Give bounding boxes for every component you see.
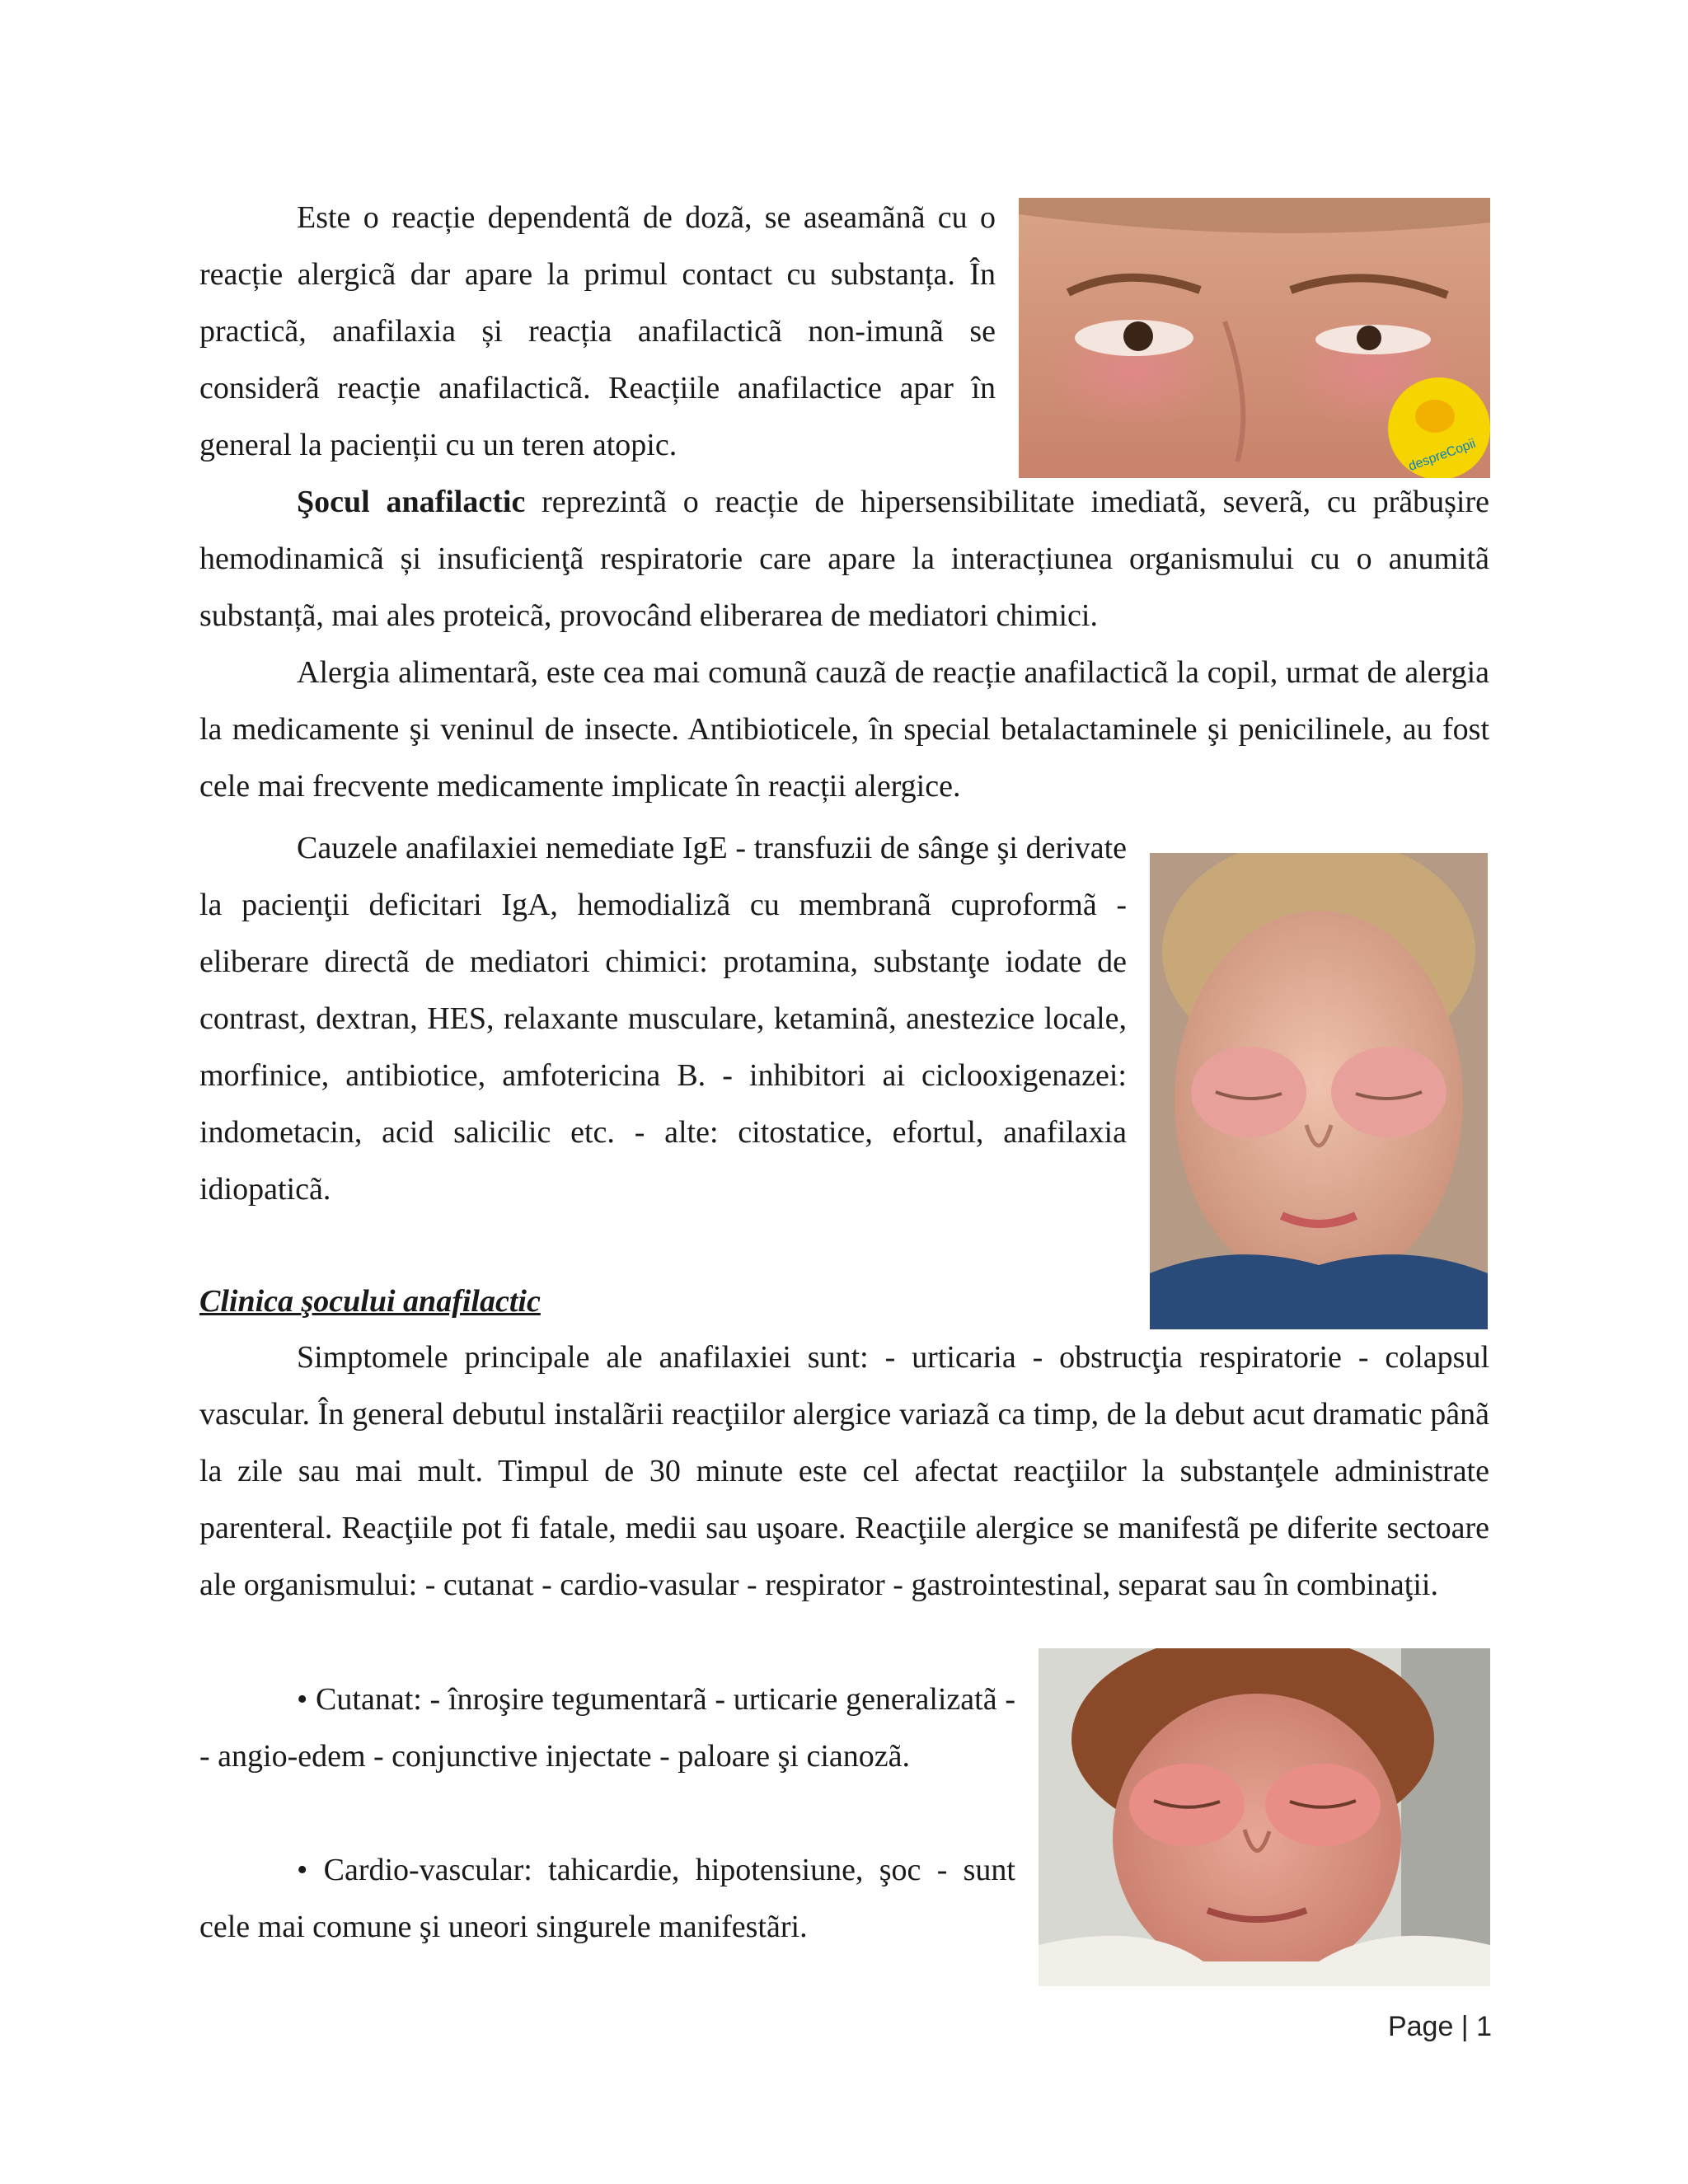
paragraph-shock-definition	[199, 474, 1489, 644]
clinical-heading-block	[199, 1273, 1489, 1330]
food-allergy-block	[199, 644, 1489, 815]
symptoms-block	[199, 1329, 1489, 1614]
paragraph-cardiovascular: • Cardio-vascular: tahicardie, hipotensiune, şoc - sunt cele mai comune şi uneori singurele manifestãri.	[199, 1853, 1015, 1944]
photo-girl-facial-swelling	[1039, 1648, 1490, 1986]
paragraph-non-ige-causes: Cauzele anafilaxiei nemediate IgE - transfuzii de sânge şi derivate la pacienţii deficitari IgA, hemodializã cu membranã cuproformã - eliberare directã de mediatori chimici: protamina, substanţe iodate de contrast, dextran, HES, relaxante musculare, ketaminã, anestezice locale, morfinice, antibiotice, amfotericina B. - inhibitori ai ciclooxigenazei: indometacin, acid salicilic etc. - alte: citostatice, efortul, anafilaxia idiopaticã.	[199, 831, 1127, 1207]
cutaneous-block	[199, 1671, 1015, 1785]
shock-definition-text: reprezintã o reacție de hipersensibilitate imediatã, severã, cu prãbușire hemodinamicã și insuficienţã respiratorie care apare la interacțiunea organismului cu o anumitã substanțã, mai ales proteicã, provocând eliberarea de mediatori chimici.	[199, 485, 1489, 633]
non-ige-causes-block	[199, 820, 1127, 1218]
shock-definition-block	[199, 474, 1489, 644]
term-anaphylactic-shock: Şocul anafilactic	[297, 485, 526, 519]
paragraph-food-allergy: Alergia alimentarã, este cea mai comunã cauzã de reacție anafilacticã la copil, urmat de alergia la medicamente şi veninul de insecte. Antibioticele, în special betalactaminele şi penicilinele, au fost cele mai frecvente medicamente implicate în reacții alergice.	[199, 655, 1489, 804]
photo-swollen-eyes	[1019, 198, 1490, 478]
paragraph-symptoms: Simptomele principale ale anafilaxiei sunt: - urticaria - obstrucţia respiratorie - colapsul vascular. În general debutul instalãrii reacţiilor alergice variazã ca timp, de la debut acut dramatic pânã la zile sau mai mult. Timpul de 30 minute este cel afectat reacţiilor la substanţele administrate parenteral. Reacţiile pot fi fatale, medii sau uşoare. Reacţiile alergice se manifestã pe diferite sectoare ale organismului: - cutanat - cardio-vasular - respirator - gastrointestinal, separat sau în combinaţii.	[199, 1340, 1489, 1602]
section-heading: Clinica şocului anafilactic	[199, 1284, 541, 1319]
paragraph-cutaneous: • Cutanat: - înroşire tegumentarã - urticarie generalizatã - - angio-edem - conjunctive injectate - paloare şi cianozã.	[199, 1682, 1015, 1774]
cardiovascular-block	[199, 1842, 1015, 1956]
photo-boy-angioedema	[1150, 853, 1488, 1329]
intro-paragraph-block	[199, 190, 996, 474]
paragraph-intro: Este o reacție dependentã de dozã, se aseamãnã cu o reacție alergicã dar apare la primul contact cu substanța. În practicã, anafilaxia și reacția anafilacticã non-imunã se considerã reacție anafilacticã. Reacțiile anafilactice apar în general la pacienții cu un teren atopic.	[199, 200, 996, 462]
page-number: Page | 1	[1387, 2011, 1492, 2042]
logo-text: despreCopii	[1406, 436, 1478, 474]
